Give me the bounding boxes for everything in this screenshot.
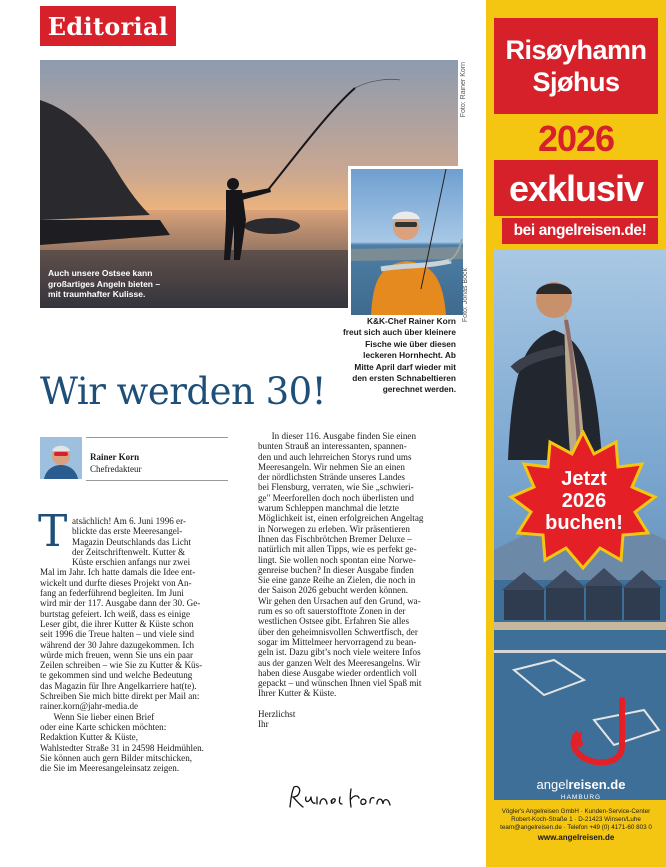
text-line: in Norwegen zu erleben. Wir präsentieren	[258, 523, 410, 534]
section-tag: Editorial	[40, 6, 176, 46]
text-line: würde mich freuen, wenn Sie uns ein paar	[40, 649, 194, 660]
photo-credit-inset: Foto: Jonas Bock	[462, 268, 469, 323]
text-line: während der 30 Jahre dazugekommen. Ich	[40, 639, 195, 650]
text-line: fang an federführend begleiten. Im Juni	[40, 588, 184, 599]
text-line: Zeilen schreiben – wie Sie zu Kutter & Küs-	[40, 660, 203, 671]
author-role: Chefredakteur	[90, 464, 142, 474]
text-line: warum Schleppen manchmal die letzte	[258, 503, 399, 514]
text-line: Redaktion Kutter & Küste,	[40, 732, 138, 743]
text-line: te gekommen sind und welche Bedeutung	[40, 670, 193, 681]
text-line: natürlich mit allen Tipps, wie es perfekt ge-	[258, 544, 417, 555]
text-line: das Magazin für Ihre Angelkarriere hat(te).	[40, 680, 197, 691]
avatar	[40, 437, 82, 479]
text-line: aus der ganzen Welt des Meeresangelns. Wir	[258, 657, 421, 668]
text-line: Mal im Jahr. Ich hatte damals die Idee ent-	[40, 567, 196, 578]
ad-bei-banner	[502, 218, 658, 244]
caption-inset-line: den ersten Schnabeltieren	[352, 373, 456, 384]
text-line: Wahlstedter Straße 31 in 24598 Heidmühlen.	[40, 742, 204, 753]
body-column-2	[258, 431, 454, 730]
text-line: westlichen Ostsee gibt. Erfahren Sie alles	[258, 616, 410, 627]
ad-exclusive-banner	[494, 160, 658, 216]
caption-main-line: großartiges Angeln bieten –	[48, 278, 161, 289]
text-line: Meeresangeln. Wir nehmen Sie an einen	[258, 461, 405, 472]
text-line: der Saison 2026 gebucht werden können.	[258, 585, 409, 596]
hook-icon	[528, 696, 638, 768]
dropcap: T	[38, 506, 68, 557]
ad-title-line2: Sjøhus	[532, 67, 620, 97]
text-line: rum es so oft sauerstofftote Zonen in der	[258, 606, 406, 617]
text-line: bunten Strauß an interessanten, spannen-	[258, 441, 407, 452]
author-name: Rainer Korn	[90, 452, 140, 462]
text-line: seit 1996 die Treue halten – und viele sind	[40, 629, 195, 640]
ad-star-text	[524, 468, 644, 534]
ad-title-line1: Risøyhamn	[505, 35, 647, 65]
caption-inset-line: K&K-Chef Rainer Korn	[367, 316, 456, 326]
text-line: lingt. Sie wollen noch spontan eine Norwe-	[258, 554, 416, 565]
author-divider-bottom	[86, 480, 228, 481]
caption-inset-line: leckeren Hornhecht. Ab	[363, 350, 456, 361]
ad-logo	[526, 776, 636, 801]
caption-inset-line: freut sich auch über kleinere	[343, 327, 456, 338]
caption-main-line: mit traumhafter Kulisse.	[48, 289, 146, 299]
text-line: Magazin Deutschlands das Licht	[72, 536, 191, 547]
ad-star-line3: buchen!	[545, 512, 623, 534]
text-line	[258, 699, 454, 709]
advertisement-angelreisen[interactable]	[486, 0, 666, 867]
text-line: rainer.korn@jahr-media.de	[40, 701, 139, 712]
text-line: der nördlichsten Strände unseres Landes	[258, 472, 405, 483]
caption-inset-line: Fische wie über diesen	[365, 338, 456, 349]
closing-line: Herzlichst	[258, 709, 296, 720]
text-line: haben diese Ausgabe wieder ordentlich voll	[258, 667, 417, 678]
text-line: Schreiben Sie mich bitte direkt per Mail an:	[40, 691, 200, 702]
ad-footer-url[interactable]: www.angelreisen.de	[537, 833, 615, 842]
ad-footer-line: Vögler's Angelreisen GmbH · Kunden-Service-Center	[501, 808, 651, 815]
text-line: Sie eine ganze Reihe an Zielen, die noch in	[258, 575, 416, 586]
ad-footer	[494, 808, 658, 843]
text-line: die Sie im Meeresangeleinsatz zeigen.	[40, 763, 180, 774]
body-column-1	[40, 516, 236, 773]
text-line: burtstag gefeiert. Ich weiß, dass es einige	[40, 608, 190, 619]
ad-bei-text: bei angelreisen.de!	[513, 222, 647, 239]
text-line: oder eine Karte schicken möchten:	[40, 721, 167, 732]
text-line: geln ist. Dazu gibt’s noch viele weitere Infos	[258, 647, 421, 658]
ad-star-line1: Jetzt	[561, 468, 607, 490]
text-line: Wenn Sie lieber einen Brief	[40, 711, 155, 722]
text-line: wickelt und durfte dieses Projekt von An-	[40, 577, 192, 588]
ad-footer-line: Robert-Koch-Straße 1 · D-21423 Winsen/Luhe	[511, 816, 641, 823]
author-divider-top	[86, 437, 228, 438]
ad-logo-bold: reisen.de	[568, 777, 626, 792]
text-line: atsächlich! Am 6. Juni 1996 er-	[72, 516, 186, 526]
caption-main-line: Auch unsere Ostsee kann	[48, 268, 153, 278]
text-line: Ihnen das Fischbrötchen Bremer Deluxe –	[258, 533, 412, 544]
text-line: genreise buchen? In dieser Ausgabe finden	[258, 564, 414, 575]
text-line: bei Flensburg, verraten, wie Sie „schwieri-	[258, 482, 414, 493]
ad-title-banner	[494, 18, 658, 114]
text-line: Leser gibt, die ihrer Kutter & Küste schon	[40, 618, 194, 629]
ad-logo-light: angel	[536, 777, 569, 792]
text-line: Wir gehen den Ursachen auf den Grund, wa-	[258, 595, 421, 606]
caption-inset-line: Mitte April darf wieder mit	[354, 361, 456, 372]
text-line: blickte das erste Meeresangel-	[72, 526, 183, 537]
page-title: Wir werden 30!	[40, 370, 327, 413]
text-line: Sie können auch gern Bilder mitschicken,	[40, 752, 193, 763]
photo-rainer-korn-fish	[348, 166, 466, 318]
photo-credit-main: Foto: Rainer Korn	[460, 62, 467, 118]
text-line: über den geheimnisvollen Schwertfisch, der	[258, 626, 418, 637]
ad-exclusive: exklusiv	[508, 168, 644, 209]
ad-logo-city: HAMBURG	[560, 794, 602, 801]
text-line: gepackt – und wünschen Ihnen viel Spaß mit	[258, 678, 422, 689]
caption-inset-line: gerechnet werden.	[382, 384, 456, 395]
text-line: der Zeitschriftenwelt. Kutter &	[72, 546, 186, 557]
text-line: In dieser 116. Ausgabe finden Sie einen	[258, 431, 417, 441]
text-line: Ihrer Kutter & Küste.	[258, 688, 337, 699]
text-line: sogar im Mittelmeer hervorragend zu bean-	[258, 636, 417, 647]
text-line: Möglichkeit ist, einen erfolgreichen Angeltag	[258, 513, 424, 524]
text-line: wird mir der 117. Ausgabe dann der 30. Ge-	[40, 598, 201, 609]
signature	[286, 783, 398, 811]
text-line: den und auch lehrreichen Storys rund ums	[258, 451, 412, 462]
ad-year: 2026	[537, 118, 615, 159]
text-line: ge" Meerforellen doch noch überlisten und	[258, 492, 414, 503]
closing-line: Ihr	[258, 719, 269, 730]
ad-footer-line: team@angelreisen.de · Telefon +49 (0) 4171-60 803 0	[500, 824, 652, 831]
caption-main	[48, 268, 160, 300]
ad-star-line2: 2026	[561, 490, 607, 512]
text-line: Küste erschien anfangs nur zwei	[72, 557, 191, 568]
